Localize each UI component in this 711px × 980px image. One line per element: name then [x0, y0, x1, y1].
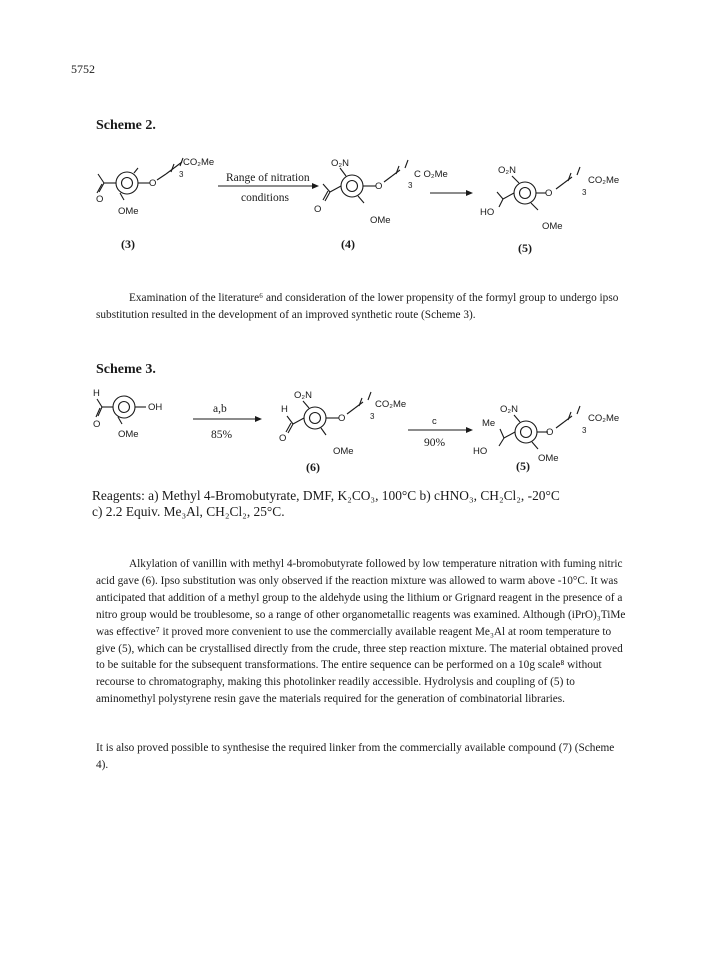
- vanillin-ketone-o: O: [93, 419, 101, 430]
- compound-5-ether-o: O: [545, 188, 553, 199]
- scheme-3-compound-5-ho: HO: [473, 446, 488, 457]
- vanillin-oh: OH: [148, 402, 163, 413]
- compound-6-ome: OMe: [333, 446, 354, 457]
- compound-5-ho: HO: [480, 207, 495, 218]
- scheme-3-compound-5-ether-o: O: [546, 427, 554, 438]
- scheme-2-arrow-2-head: [466, 190, 473, 196]
- compound-5-subscript: 3: [582, 188, 587, 197]
- scheme-2-arrow-1-head: [312, 183, 319, 189]
- compound-label-6: (6): [306, 460, 320, 474]
- compound-label-4: (4): [341, 237, 355, 251]
- paragraph-literature: Examination of the literature⁶ and consideration of the lower propensity of the formyl group to undergo ipso substitution resulted in the development of an improved synthetic route (Scheme 3).: [96, 292, 619, 321]
- scheme-3-step2-label: c: [432, 416, 437, 427]
- compound-label-5: (5): [518, 241, 532, 255]
- paragraph-alkylation: Alkylation of vanillin with methyl 4-bromobutyrate followed by low temperature nitration with fuming nitric acid gave (6). Ipso substitution was only observed if the reaction mixture was allowed to warm above -10°C. It was anticipated that addition of a methyl group to the aldehyde using the lithium or Grignard reagent in the presence of a nitro group would be troublesome, so a range of other organometallic reagents was examined. Although (iPrO)₃TiMe was effective⁷ it proved more convenient to use the commercially available reagent Me₃Al at room temperature to give (5), which can be crystallised directly from the crude, three step reaction mixture. The material obtained proved to be suitable for the subsequent transformations. The entire sequence can be performed on a 10g scale⁸ without recourse to chromatography, making this photolinker readily accessible. Hydrolysis and coupling of (5) to aminomethyl polystyrene resin gave the materials required for the generation of combinatorial libraries.: [96, 558, 626, 706]
- compound-5-co2me: CO₂Me: [588, 175, 620, 186]
- compound-6-co2me: CO₂Me: [375, 399, 407, 410]
- compound-3-ether-o: O: [149, 178, 157, 189]
- scheme-3-arrow-2-head: [466, 427, 473, 433]
- compound-label-5-scheme-3: (5): [516, 459, 530, 473]
- compound-4-subscript: 3: [408, 181, 413, 190]
- compound-4-co2me: C O₂Me: [414, 169, 448, 180]
- reagents-line-2: c) 2.2 Equiv. Me₃Al, CH₂Cl₂, 25°C.: [92, 503, 285, 519]
- compound-4-ketone-o: O: [314, 204, 322, 215]
- compound-3-ketone-o: O: [96, 194, 104, 205]
- compound-4-ome: OMe: [370, 215, 391, 226]
- compound-3-subscript: 3: [179, 170, 184, 179]
- scheme-2-arrow-1-label-line1: Range of nitration: [226, 172, 310, 184]
- compound-6-ketone-o: O: [279, 433, 287, 444]
- compound-3-ome: OMe: [118, 206, 139, 217]
- scheme-3-compound-5-me: Me: [482, 418, 496, 429]
- scheme-3-arrow-1-head: [255, 416, 262, 422]
- paragraph-linker: It is also proved possible to synthesise the required linker from the commercially available compound (7) (Scheme 4).: [96, 742, 615, 771]
- vanillin-structure: [96, 396, 146, 424]
- compound-label-3: (3): [121, 237, 135, 251]
- compound-6-o2n: O₂N: [294, 390, 312, 401]
- compound-4-ether-o: O: [375, 181, 383, 192]
- vanillin-ome: OMe: [118, 429, 139, 440]
- scheme-3-compound-5-ome: OMe: [538, 453, 559, 464]
- compound-6-aldehyde-h: H: [281, 404, 288, 415]
- compound-5-ome: OMe: [542, 221, 563, 232]
- scheme-3-compound-5-o2n: O₂N: [500, 404, 518, 415]
- compound-3-co2me: CO₂Me: [183, 157, 215, 168]
- page-number: 5752: [71, 62, 95, 76]
- scheme-2-arrow-1-label-line2: conditions: [241, 192, 289, 204]
- compound-6-ether-o: O: [338, 413, 346, 424]
- scheme-3-step2-yield: 90%: [424, 437, 446, 449]
- scheme-3-heading: Scheme 3.: [96, 362, 156, 377]
- scheme-3-compound-5-co2me: CO₂Me: [588, 413, 620, 424]
- compound-3-structure: [97, 158, 183, 200]
- scheme-3-step1-label: a,b: [213, 403, 227, 415]
- scheme-2-heading: Scheme 2.: [96, 118, 156, 133]
- compound-5-o2n: O₂N: [498, 165, 516, 176]
- compound-4-o2n: O₂N: [331, 158, 349, 169]
- reagents-caption: [92, 488, 652, 519]
- reagents-line-1: Reagents: a) Methyl 4-Bromobutyrate, DMF, K₂CO₃, 100°C b) cHNO₃, CH₂Cl₂, -20°C: [92, 488, 560, 503]
- scheme-3-step1-yield: 85%: [211, 429, 233, 441]
- scheme-3-compound-5-subscript: 3: [582, 426, 587, 435]
- compound-6-subscript: 3: [370, 412, 375, 421]
- vanillin-aldehyde-h: H: [93, 388, 100, 399]
